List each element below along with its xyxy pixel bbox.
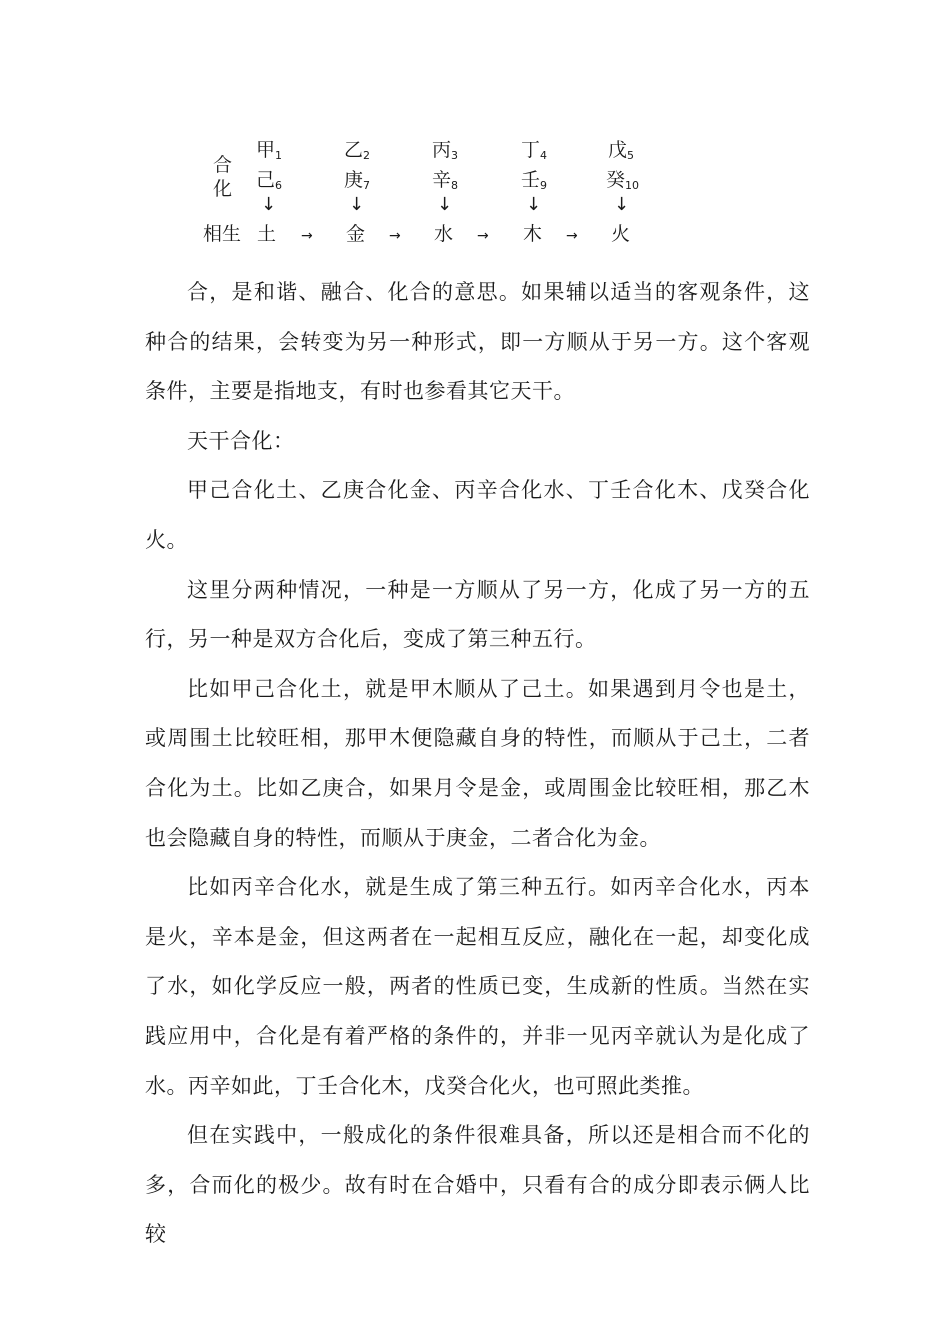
paragraph: 但在实践中，一般成化的条件很难具备，所以还是相合而不化的多，合而化的极少。故有时在合婚中，只看有合的成分即表示俩人比较 (145, 1123, 810, 1247)
arrow-right-icon: → (301, 228, 313, 244)
arrow-down-icon: ↓ (261, 194, 277, 215)
label-xiangsheng: 相生 (203, 223, 242, 245)
arrow-right-icon: → (477, 228, 489, 244)
stem-bottom-1: 己$_6$ (256, 169, 283, 192)
paragraph: 这里分两种情况，一种是一方顺从了另一方，化成了另一方的五行，另一种是双方合化后，变成了第三种五行。 (145, 577, 810, 652)
element-2: 金 (346, 223, 366, 245)
arrow-down-icon: ↓ (614, 194, 630, 215)
paragraph: 天干合化： (187, 428, 295, 453)
arrow-down-icon: ↓ (349, 194, 365, 215)
arrow-down-icon: ↓ (437, 194, 453, 215)
body-text (145, 268, 810, 1260)
stem-top-4: 丁$_4$ (521, 139, 548, 162)
element-1: 土 (257, 223, 277, 245)
stem-top-3: 丙$_3$ (432, 139, 459, 162)
arrow-right-icon: → (566, 228, 578, 244)
stem-bottom-5: 癸$_{10}$ (606, 169, 640, 192)
stem-top-5: 戊$_5$ (608, 139, 635, 162)
label-he: 合 (213, 154, 233, 176)
element-3: 水 (434, 223, 454, 245)
paragraph: 比如丙辛合化水，就是生成了第三种五行。如丙辛合化水，丙本是火，辛本是金，但这两者在一起相互反应，融化在一起，却变化成了水，如化学反应一般，两者的性质已变，生成新的性质。当然在实践应用中，合化是有着严格的条件的，并非一见丙辛就认为是化成了水。丙辛如此，丁壬合化木，戊癸合化火，也可照此类推。 (145, 875, 810, 1098)
stem-bottom-2: 庚$_7$ (344, 169, 371, 192)
element-5: 火 (611, 223, 631, 245)
paragraph: 甲己合化土、乙庚合化金、丙辛合化水、丁壬合化木、戊癸合化火。 (145, 478, 810, 552)
stem-bottom-3: 辛$_8$ (432, 169, 459, 192)
stem-top-1: 甲$_1$ (256, 139, 283, 162)
arrow-down-icon: ↓ (526, 194, 542, 215)
stem-bottom-4: 壬$_9$ (521, 169, 548, 192)
paragraph: 合，是和谐、融合、化合的意思。如果辅以适当的客观条件，这种合的结果，会转变为另一种形式，即一方顺从于另一方。这个客观条件，主要是指地支，有时也参看其它天干。 (145, 280, 810, 404)
paragraph: 比如甲己合化土，就是甲木顺从了己土。如果遇到月令也是土，或周围土比较旺相，那甲木便隐藏自身的特性，而顺从于己土，二者合化为土。比如乙庚合，如果月令是金，或周围金比较旺相，那乙木也会隐藏自身的特性，而顺从于庚金，二者合化为金。 (145, 676, 810, 850)
label-hua: 化 (213, 178, 233, 200)
element-4: 木 (523, 223, 543, 245)
stem-top-2: 乙$_2$ (344, 139, 371, 162)
arrow-right-icon: → (389, 228, 401, 244)
heavenly-stems-combination-diagram (0, 0, 950, 260)
